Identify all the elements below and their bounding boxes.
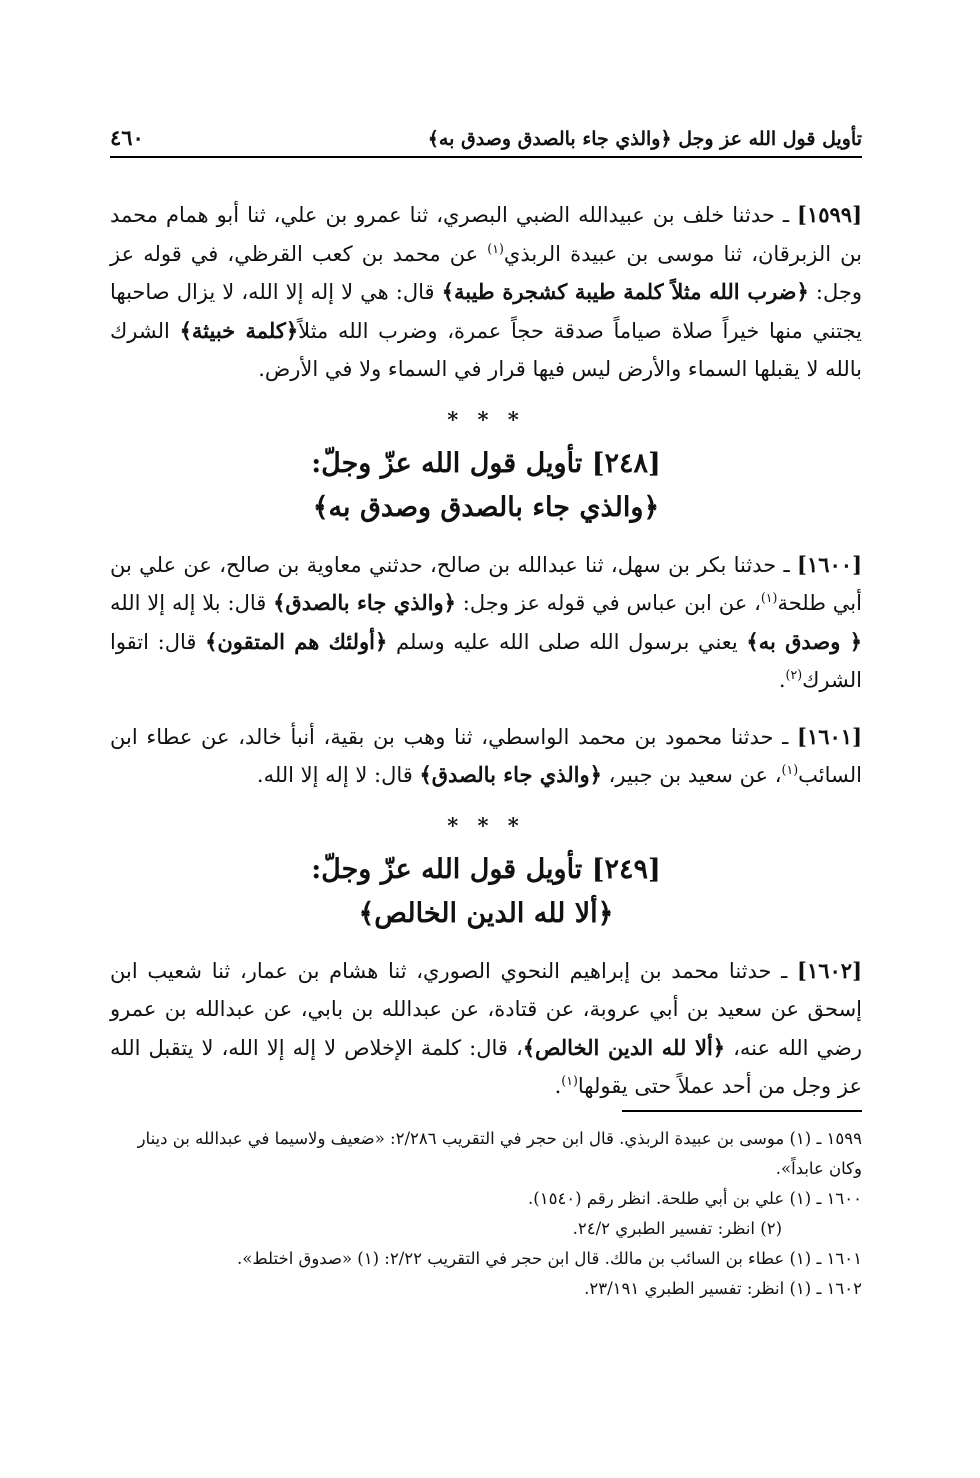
page-header — [110, 118, 862, 158]
chapter-title: [٢٤٨] تأويل قول الله عزّ وجلّ: — [311, 447, 661, 479]
quran-quote: ﴿والذي جاء بالصدق﴾ — [419, 762, 602, 787]
paragraph-number: [١٦٠٠] — [797, 551, 862, 577]
footnotes — [110, 1124, 862, 1304]
footnote-ref: (١) — [781, 762, 799, 777]
footnote: (٢) انظر: تفسير الطبري ٢٤/٢. — [572, 1219, 782, 1238]
quran-quote: ﴿والذي جاء بالصدق﴾ — [273, 590, 456, 615]
paragraph-text: قال: هي لا إله إلا الله، لا يزال صاحبها يجتني منها خيراً صلاة صياماً صدقة حجاً عمرة، وضرب الله مثلاً — [110, 280, 862, 343]
chapter-verse: ﴿ألا لله الدين الخالص﴾ — [358, 897, 614, 929]
paragraph-text: قال: اتقوا الشرك — [110, 629, 862, 692]
paragraph-text: ، عن سعيد بن جبير، — [601, 763, 782, 787]
main-text — [110, 196, 862, 1124]
paragraph-text: ـ حدثنا خلف بن عبيدالله الضبي البصري، ثنا عمرو بن علي، ثنا أبو همام محمد بن الزبرقان، ثنا موسى بن عبيدة الربذي — [110, 203, 862, 266]
page-number: ٤٦٠ — [110, 125, 144, 150]
footnote: ١٦٠٠ ـ (١) علي بن أبي طلحة. انظر رقم (١٥٤٠). — [528, 1189, 862, 1208]
quran-quote: ﴿ وصدق به﴾ — [746, 628, 863, 654]
footnote: ١٦٠١ ـ (١) عطاء بن السائب بن مالك. قال ابن حجر في التقريب ٢/٢٢: (١) «صدوق اختلط». — [237, 1249, 862, 1268]
footnote-ref: (١) — [561, 1073, 578, 1088]
quran-quote: ﴿ضرب الله مثلاً كلمة طيبة كشجرة طيبة﴾ — [441, 279, 809, 304]
paragraph-text: ـ حدثنا محمد بن إبراهيم النحوي الصوري، ثنا هشام بن عمار، ثنا شعيب ابن إسحق عن سعيد بن أبي عروبة، عن قتادة، عن عبدالله بن بابي، عن عبدالله بن عمرو رضي الله عنه، — [110, 958, 862, 1060]
footnote: ١٦٠٢ ـ (١) انظر: تفسير الطبري ٢٣/١٩١. — [584, 1279, 862, 1298]
chapter-heading-249 — [110, 848, 862, 936]
running-title: تأويل قول الله عز وجل ﴿والذي جاء بالصدق وصدق به﴾ — [427, 128, 862, 150]
paragraph-1599 — [110, 196, 862, 389]
paragraph-text: ـ حدثنا محمود بن محمد الواسطي، ثنا وهب بن بقية، أنبأ خالد، عن عطاء ابن السائب — [110, 724, 862, 787]
chapter-verse: ﴿والذي جاء بالصدق وصدق به﴾ — [312, 491, 660, 523]
footnote-divider — [622, 1110, 862, 1112]
paragraph-1600 — [110, 546, 862, 700]
footnote-ref: (١) — [487, 240, 504, 256]
section-separator: * * * — [447, 812, 525, 838]
paragraph-number: [١٥٩٩] — [797, 202, 862, 227]
paragraph-text: . — [778, 668, 786, 692]
section-separator: * * * — [447, 406, 525, 432]
chapter-title: [٢٤٩] تأويل قول الله عزّ وجلّ: — [311, 853, 661, 885]
quran-quote: ﴿كلمة خبيثة﴾ — [179, 317, 299, 343]
footnote: ١٥٩٩ ـ (١) موسى بن عبيدة الربذي. قال ابن حجر في التقريب ٢/٢٨٦: «ضعيف ولاسيما في عبدالله بن دينار وكان عابداً». — [137, 1129, 862, 1178]
paragraph-text: ، قال: كلمة الإخلاص لا إله إلا الله، لا يتقبل الله عز وجل من أحد عملاً حتى يقولها — [110, 1035, 862, 1098]
footnote-ref: (٢) — [785, 667, 803, 682]
paragraph-text: يعني برسول الله صلى الله عليه وسلم — [387, 629, 747, 654]
chapter-heading-248 — [110, 442, 862, 530]
quran-quote: ﴿ألا لله الدين الخالص﴾ — [522, 1034, 726, 1060]
paragraph-1601 — [110, 718, 862, 795]
paragraph-text: ـ حدثنا بكر بن سهل، ثنا عبدالله بن صالح، حدثني معاوية بن صالح، عن علي بن أبي طلحة — [110, 552, 862, 615]
paragraph-1602 — [110, 952, 862, 1106]
quran-quote: ﴿أولئك هم المتقون﴾ — [205, 628, 388, 654]
footnote-ref: (١) — [760, 590, 778, 605]
paragraph-text: قال: بلا إله إلا الله — [110, 591, 274, 615]
paragraph-number: [١٦٠٢] — [797, 957, 862, 983]
paragraph-text: عن محمد بن كعب القرظي، في قوله عز وجل: — [110, 241, 863, 304]
paragraph-text: الشرك بالله لا يقبلها السماء والأرض ليس فيها قرار في السماء ولا في الأرض. — [110, 318, 862, 381]
paragraph-text: ، عن ابن عباس في قوله عز وجل: — [455, 591, 761, 615]
paragraph-number: [١٦٠١] — [797, 723, 862, 749]
paragraph-text: . — [554, 1074, 562, 1098]
paragraph-text: قال: لا إله إلا الله. — [256, 763, 420, 787]
